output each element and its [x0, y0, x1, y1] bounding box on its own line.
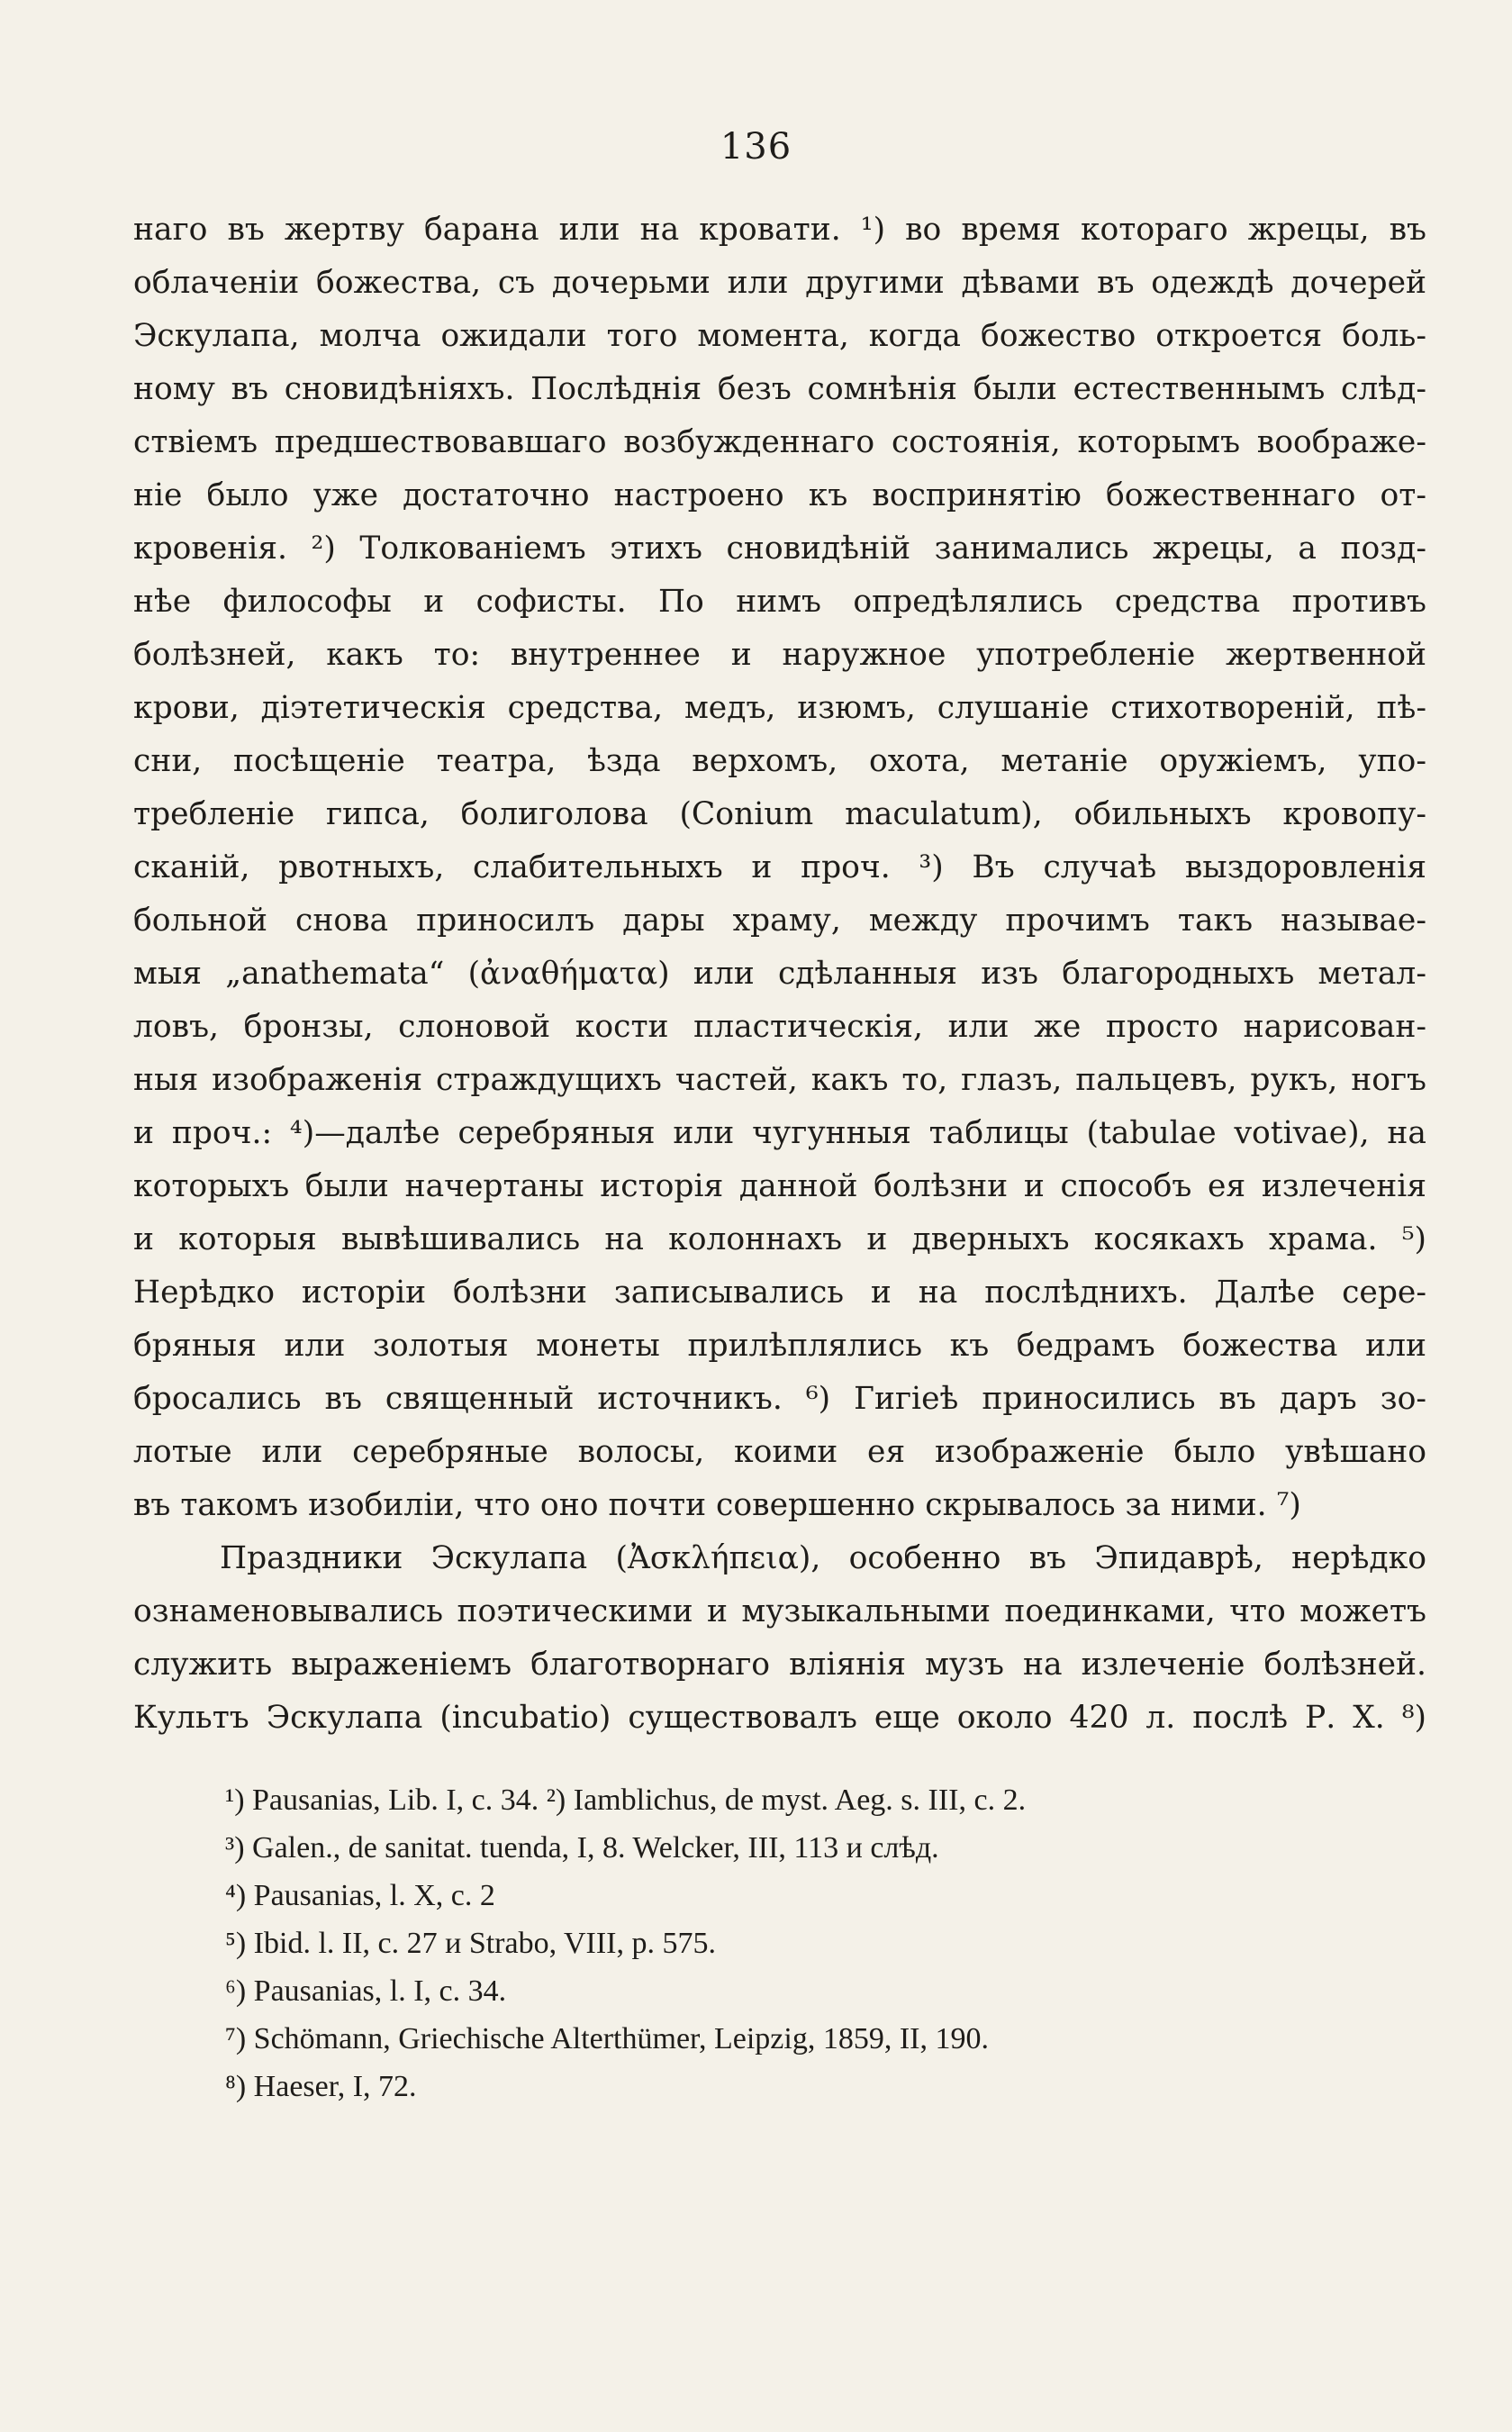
text-line: лотые или серебряные волосы, коими ея изображеніе было увѣшано	[133, 1434, 1426, 1470]
text-line: крови, діэтетическія средства, медъ, изюмъ, слушаніе стихотвореній, пѣ-	[133, 690, 1426, 726]
text-line: сканій, рвотныхъ, слабительныхъ и проч. ³) Въ случаѣ выздоровленія	[133, 849, 1426, 885]
text-line: Нерѣдко исторіи болѣзни записывались и на послѣднихъ. Далѣе сере-	[133, 1275, 1426, 1311]
footnote: ⁷) Schömann, Griechische Alterthümer, Leipzig, 1859, II, 190.	[225, 2022, 989, 2055]
text-line: бряныя или золотыя монеты прилѣплялись къ бедрамъ божества или	[133, 1328, 1426, 1364]
text-line: ствіемъ предшествовавшаго возбужденнаго состоянія, которымъ воображе-	[133, 424, 1426, 460]
text-line: мыя „anathemata“ (ἀναθήματα) или сдѣланныя изъ благородныхъ метал-	[133, 956, 1426, 992]
text-line: наго въ жертву барана или на кровати. ¹) во время котораго жрецы, въ	[133, 212, 1426, 248]
text-line: кровенія. ²) Толкованіемъ этихъ сновидѣній занимались жрецы, а позд-	[133, 531, 1426, 567]
text-line: болѣзней, какъ то: внутреннее и наружное употребленіе жертвенной	[133, 637, 1426, 673]
paragraph-1	[133, 204, 1426, 1532]
text-line: бросались въ священный источникъ. ⁶) Гигіеѣ приносились въ даръ зо-	[133, 1381, 1426, 1417]
text-line: ловъ, бронзы, слоновой кости пластическія, или же просто нарисован-	[133, 1009, 1426, 1045]
text-line: ныя изображенія страждущихъ частей, какъ то, глазъ, пальцевъ, рукъ, ногъ	[133, 1062, 1426, 1098]
footnote: ⁵) Ibid. l. II, c. 27 и Strabo, VIII, p. 575.	[225, 1927, 716, 1960]
footnote: ⁴) Pausanias, l. X, c. 2	[225, 1879, 495, 1912]
text-line: ознаменовывались поэтическими и музыкальными поединками, что можетъ	[133, 1593, 1426, 1629]
text-line: служить выраженіемъ благотворнаго вліянія музъ на излеченіе болѣзней.	[133, 1647, 1426, 1683]
text-line: требленіе гипса, болиголова (Conium maculatum), обильныхъ кровопу-	[133, 796, 1426, 832]
text-line: въ такомъ изобиліи, что оно почти совершенно скрывалось за ними. ⁷)	[133, 1487, 1301, 1523]
text-line: ніе было уже достаточно настроено къ воспринятію божественнаго от-	[133, 477, 1426, 513]
paragraph-2	[133, 1532, 1426, 1745]
text-line: ному въ сновидѣніяхъ. Послѣднія безъ сомнѣнія были естественнымъ слѣд-	[133, 371, 1426, 407]
text-line: и проч.: ⁴)—далѣе серебряныя или чугунныя таблицы (tabulae votivae), на	[133, 1115, 1426, 1151]
text-line: облаченіи божества, съ дочерьми или другими дѣвами въ одеждѣ дочерей	[133, 265, 1426, 301]
text-line: Эскулапа, молча ожидали того момента, когда божество откроется боль-	[133, 318, 1426, 354]
footnote: ⁸) Haeser, I, 72.	[225, 2070, 417, 2103]
text-line: сни, посѣщеніе театра, ѣзда верхомъ, охота, метаніе оружіемъ, упо-	[133, 743, 1426, 779]
text-line: нѣе философы и софисты. По нимъ опредѣлялись средства противъ	[133, 584, 1426, 620]
footnotes	[225, 1776, 1426, 2110]
main-text	[133, 204, 1426, 1745]
text-line: которыхъ были начертаны исторія данной болѣзни и способъ ея излеченія	[133, 1168, 1426, 1204]
footnote: ¹) Pausanias, Lib. I, c. 34. ²) Iamblichus, de myst. Aeg. s. III, c. 2.	[225, 1783, 1027, 1817]
footnote: ⁶) Pausanias, l. I, c. 34.	[225, 1974, 507, 2008]
text-line: Праздники Эскулапа (Ἀσκλήπεια), особенно въ Эпидаврѣ, нерѣдко	[220, 1540, 1426, 1576]
page-number: 136	[720, 126, 792, 168]
text-line: больной снова приносилъ дары храму, между прочимъ такъ называе-	[133, 903, 1426, 939]
text-line: Культъ Эскулапа (incubatio) существовалъ еще около 420 л. послѣ Р. Х. ⁸)	[133, 1700, 1426, 1736]
footnote: ³) Galen., de sanitat. tuenda, I, 8. Welcker, III, 113 и слѣд.	[225, 1831, 939, 1865]
text-line: и которыя вывѣшивались на колоннахъ и дверныхъ косякахъ храма. ⁵)	[133, 1221, 1426, 1257]
